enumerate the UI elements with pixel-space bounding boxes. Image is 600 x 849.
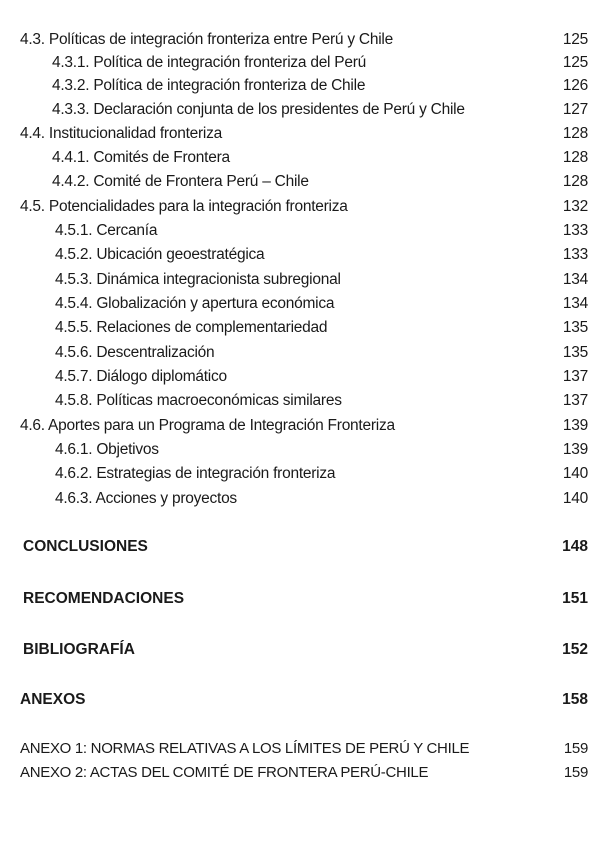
toc-entry-page-number: 128 <box>562 149 588 166</box>
toc-entry-page-number: 137 <box>562 368 588 385</box>
toc-entry-page-number: 126 <box>562 77 588 94</box>
toc-entry-title: 4.3.3. Declaración conjunta de los presidentes de Perú y Chile <box>52 101 465 118</box>
toc-entry-page-number: 140 <box>562 490 588 507</box>
toc-entry-title: 4.5.5. Relaciones de complementariedad <box>55 319 328 336</box>
toc-entry-title: CONCLUSIONES <box>23 538 148 555</box>
toc-entry-title: 4.5.2. Ubicación geoestratégica <box>55 246 265 263</box>
toc-entry-title: 4.5.7. Diálogo diplomático <box>55 368 227 385</box>
toc-entry-title: 4.5. Potencialidades para la integración fronteriza <box>20 198 348 215</box>
toc-entry-page-number: 134 <box>562 295 588 312</box>
toc-entry-title: 4.6.1. Objetivos <box>55 441 159 458</box>
toc-entry-page-number: 134 <box>562 271 588 288</box>
toc-entry-title: 4.4.1. Comités de Frontera <box>52 149 230 166</box>
toc-entry-title: 4.3.1. Política de integración fronteriza del Perú <box>52 54 367 71</box>
toc-entry-title: 4.6.2. Estrategias de integración fronteriza <box>55 465 336 482</box>
toc-entry-page-number: 159 <box>563 740 588 757</box>
toc-entry-page-number: 128 <box>562 125 588 142</box>
toc-entry-title: 4.3. Políticas de integración fronteriza entre Perú y Chile <box>20 31 393 48</box>
toc-entry-title: 4.6.3. Acciones y proyectos <box>55 490 237 507</box>
toc-entry-title: 4.3.2. Política de integración fronteriza de Chile <box>52 77 366 94</box>
toc-entry-page-number: 133 <box>562 222 588 239</box>
toc-entry-page-number: 140 <box>562 465 588 482</box>
toc-entry-page-number: 133 <box>562 246 588 263</box>
toc-entry-page-number: 128 <box>562 173 588 190</box>
toc-entry-page-number: 151 <box>562 590 588 607</box>
toc-entry-page-number: 127 <box>562 101 588 118</box>
toc-entry-title: ANEXO 2: ACTAS DEL COMITÉ DE FRONTERA PERÚ-CHILE <box>20 764 429 781</box>
toc-entry-page-number: 125 <box>562 54 588 71</box>
toc-entry-page-number: 137 <box>562 392 588 409</box>
toc-entry-title: RECOMENDACIONES <box>23 590 185 607</box>
toc-entry-page-number: 152 <box>562 641 588 658</box>
toc-entry-title: 4.5.3. Dinámica integracionista subregional <box>55 271 341 288</box>
toc-entry-title: 4.5.8. Políticas macroeconómicas similares <box>55 392 342 409</box>
toc-entry-title: ANEXO 1: NORMAS RELATIVAS A LOS LÍMITES DE PERÚ Y CHILE <box>20 740 470 757</box>
toc-entry-page-number: 158 <box>562 691 588 708</box>
toc-entry-title: 4.4.2. Comité de Frontera Perú – Chile <box>52 173 309 190</box>
toc-entry-title: BIBLIOGRAFÍA <box>23 641 135 658</box>
toc-entry-title: 4.5.1. Cercanía <box>55 222 158 239</box>
toc-entry-page-number: 135 <box>562 319 588 336</box>
toc-entry-page-number: 139 <box>562 417 588 434</box>
toc-entry-title: 4.5.6. Descentralización <box>55 344 215 361</box>
toc-entry-title: 4.6. Aportes para un Programa de Integración Fronteriza <box>20 417 395 434</box>
toc-entry-page-number: 159 <box>563 764 588 781</box>
toc-entry-title: 4.4. Institucionalidad fronteriza <box>20 125 222 142</box>
toc-entry-page-number: 132 <box>562 198 588 215</box>
toc-entry-page-number: 135 <box>562 344 588 361</box>
toc-entry-page-number: 125 <box>562 31 588 48</box>
toc-entry-title: ANEXOS <box>20 691 86 708</box>
toc-entry-page-number: 148 <box>562 538 588 555</box>
toc-entry-page-number: 139 <box>562 441 588 458</box>
toc-entry-title: 4.5.4. Globalización y apertura económica <box>55 295 335 312</box>
